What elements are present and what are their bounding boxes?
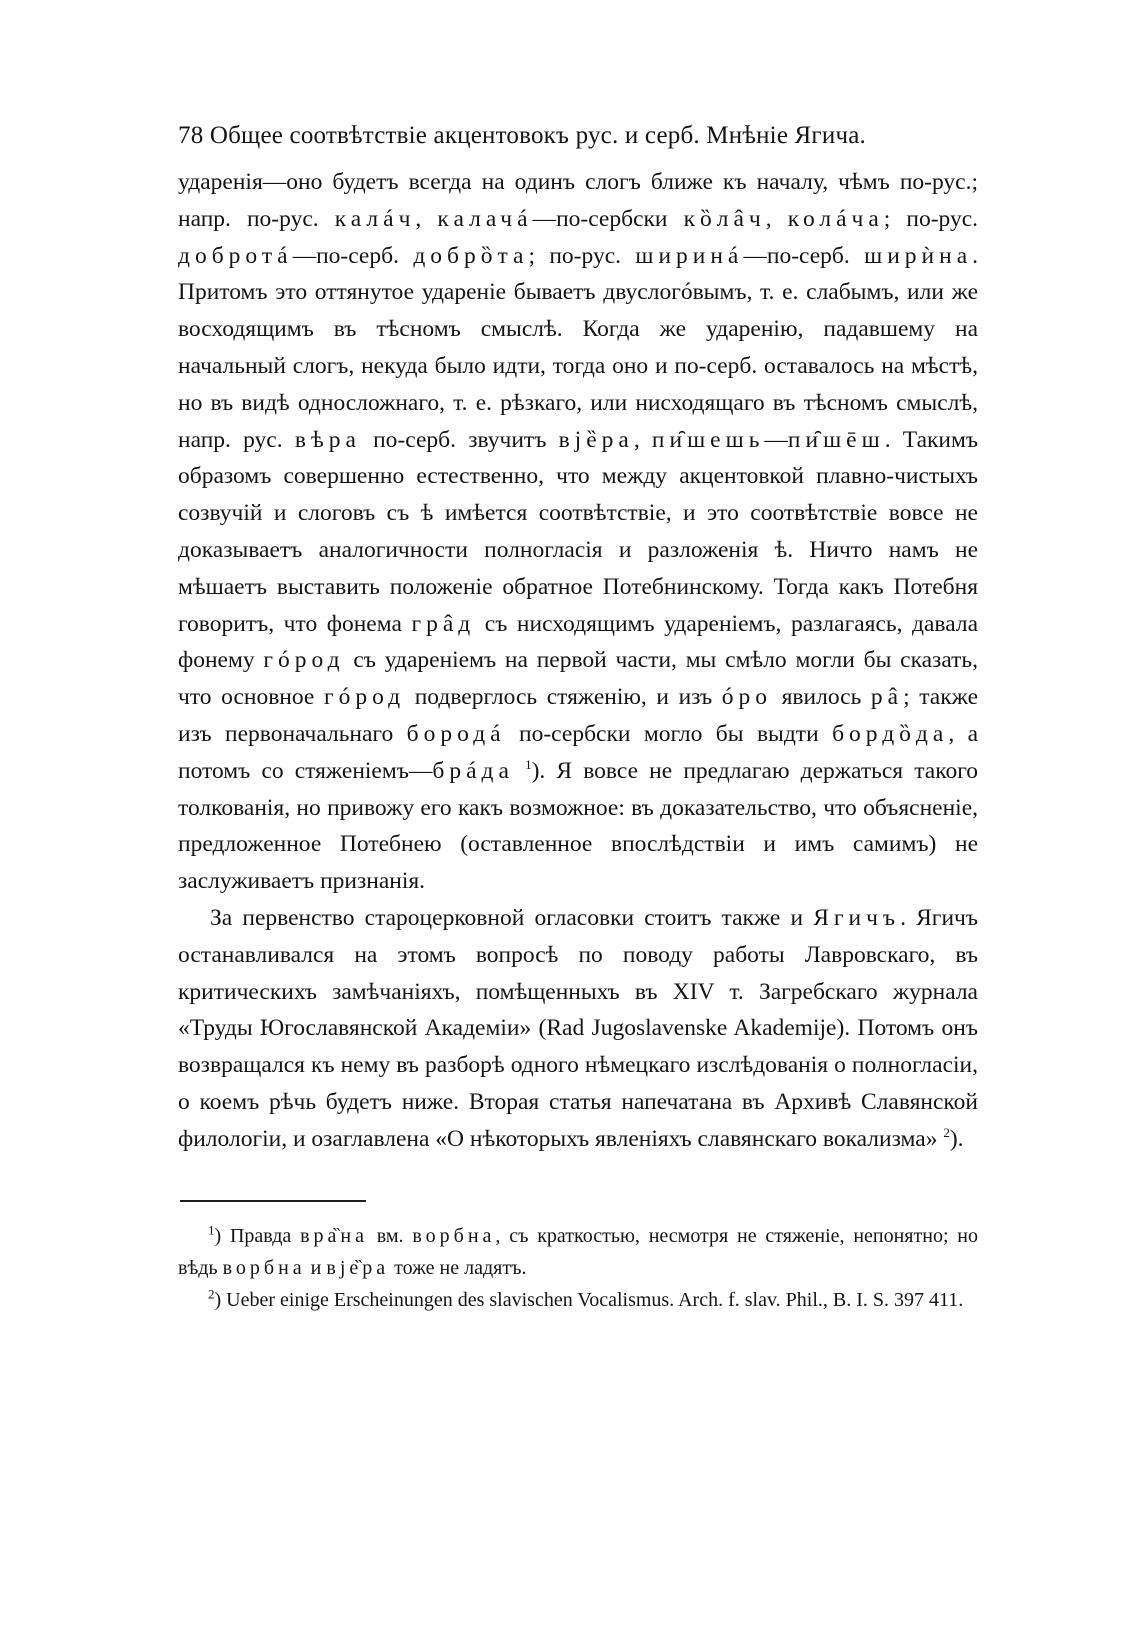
spaced-word: гóрод — [263, 647, 345, 674]
footnote-marker: 2 — [208, 1285, 215, 1301]
spaced-word: добротá — [178, 242, 293, 269]
spaced-word: рâ — [870, 684, 904, 711]
text-run: , а потомъ со стяженіемъ— — [178, 720, 979, 784]
text-run: ) Правда — [214, 1224, 292, 1247]
footnote-1 — [178, 1220, 978, 1284]
running-title: Общее соотвѣтствіе акцентовокъ рус. и серб. Мнѣніе Ягича. — [209, 122, 866, 149]
spaced-word: пи̑шешь — [651, 426, 765, 453]
text-run: тоже не ладятъ. — [394, 1256, 527, 1279]
spaced-word: вра̏на — [300, 1224, 368, 1247]
footnote-divider — [180, 1200, 366, 1202]
text-run: —по-сербски — [532, 205, 668, 232]
text-run: по-серб. звучитъ — [373, 426, 547, 453]
spaced-word: бордȍда — [832, 720, 949, 747]
spaced-word: ширѝна — [864, 242, 973, 269]
spaced-word: ворбна — [412, 1224, 496, 1247]
text-run: . Такимъ образомъ совершенно естественно, что между акцентовкой плавно-чистыхъ созвучій и слоговъ съ ѣ имѣется соотвѣтствіе, и это соотвѣтствіе вовсе не доказываетъ аналогичности полногласія и разложенія ѣ. Ничто намъ не мѣшаетъ выставить положеніе обратное Потебнинскому. Тогда какъ Потебня говоритъ, что фонема — [178, 426, 979, 637]
text-run: съ удареніемъ на первой части, мы смѣло могли бы сказать, что основное — [178, 647, 979, 711]
text-run: —по-серб. — [743, 242, 850, 269]
spaced-word: óро — [721, 684, 773, 711]
spaced-word: пи̑шēш — [787, 426, 885, 453]
text-run: ; по-рус. — [883, 205, 979, 232]
text-run: — — [764, 426, 788, 453]
running-header — [178, 118, 978, 154]
text-run: ). Я вовсе не предлагаю держаться такого толкованія, но привожу его какъ возможное: въ доказательство, что объясненіе, предложенное Потебнею (оставленное впослѣдствіи и имъ самимъ) не заслуживаетъ признанія. — [178, 757, 978, 895]
spaced-word: вје̏ра — [326, 1256, 390, 1279]
text-run: —по-серб. — [292, 242, 399, 269]
text-run: явилось — [781, 684, 862, 711]
text-run: , — [633, 426, 640, 453]
text-run: , съ краткостью, несмотря не стяженіе, непонятно; но вѣдь — [178, 1224, 978, 1279]
text-run: . Притомъ это оттянутое удареніе бываетъ двуслогóвымъ, т. е. слабымъ, или же восходящимъ въ тѣсномъ смыслѣ. Когда же ударенію, падавшему на начальный слогъ, некуда было идти, тогда оно и по-серб. оставалось на мѣстѣ, но въ видѣ односложнаго, т. е. рѣзкаго, или нисходящаго въ тѣсномъ смыслѣ, напр. рус. — [178, 242, 979, 453]
footnotes — [178, 1220, 978, 1316]
paragraph-1 — [178, 164, 978, 900]
text-run: ). — [949, 1125, 964, 1152]
footnote-2 — [178, 1284, 978, 1316]
footnote-marker: 1 — [208, 1221, 215, 1237]
text-run: , — [765, 205, 772, 232]
spaced-word: бородá — [406, 720, 506, 747]
spaced-word: ширинá — [635, 242, 744, 269]
body-text — [178, 164, 978, 1158]
text-run: За первенство староцерковной огласовки стоитъ также и — [210, 904, 804, 931]
paragraph-2 — [178, 900, 978, 1158]
spaced-word: кȍлâч — [683, 205, 766, 232]
text-run: ) Ueber einige Erscheinungen des slavischen Vocalismus. Arch. f. slav. Phil., B. I. S. 397 411. — [214, 1288, 964, 1311]
spaced-word: калачá — [437, 205, 533, 232]
text-run: ударенія—оно будетъ всегда на одинъ слогъ ближе къ началу, чѣмъ по-рус.; напр. по-рус. — [178, 169, 978, 232]
text-run: по-сербски могло бы выдти — [519, 720, 819, 747]
spaced-word: грâд — [411, 610, 476, 637]
spaced-word: колáча — [787, 205, 884, 232]
text-run: подверглось стяженію, и изъ — [414, 684, 713, 711]
text-run: ; по-рус. — [528, 242, 621, 269]
footnote-ref-2: 2 — [943, 1124, 950, 1140]
book-page — [178, 118, 978, 1316]
text-run: ; также изъ первоначальнаго — [178, 684, 978, 747]
text-run: , — [415, 205, 422, 232]
spaced-word: ворбна — [222, 1256, 306, 1279]
footnote-ref-1: 1 — [525, 756, 532, 772]
spaced-word: брáда — [432, 757, 514, 784]
text-run: и — [310, 1256, 322, 1279]
text-run: съ нисходящимъ удареніемъ, разлагаясь, давала фонему — [178, 610, 979, 674]
text-run: вм. — [376, 1224, 404, 1247]
spaced-word: добрȍта — [413, 242, 529, 269]
spaced-word: гóрод — [323, 684, 406, 711]
text-run: . Ягичъ останавливался на этомъ вопросѣ по поводу работы Лавровскаго, въ критическихъ замѣчаніяхъ, помѣщенныхъ въ XIV т. Загребскаго журнала «Труды Югославянской Академіи» (Rad Jugoslavenske Akademije). Потомъ онъ возвращался къ нему въ разборѣ одного нѣмецкаго изслѣдованія о полногласіи, о коемъ рѣчь будетъ ниже. Вторая статья напечатана въ Архивѣ Славянской филологіи, и озаглавлена «О нѣкоторыхъ явленіяхъ славянскаго вокализма» — [178, 904, 978, 1152]
spaced-word: калáч — [334, 205, 416, 232]
spaced-word: Ягичъ — [813, 904, 901, 931]
spaced-word: вѣра — [294, 426, 361, 453]
page-number: 78 — [178, 122, 204, 149]
spaced-word: вјȅра — [558, 426, 634, 453]
